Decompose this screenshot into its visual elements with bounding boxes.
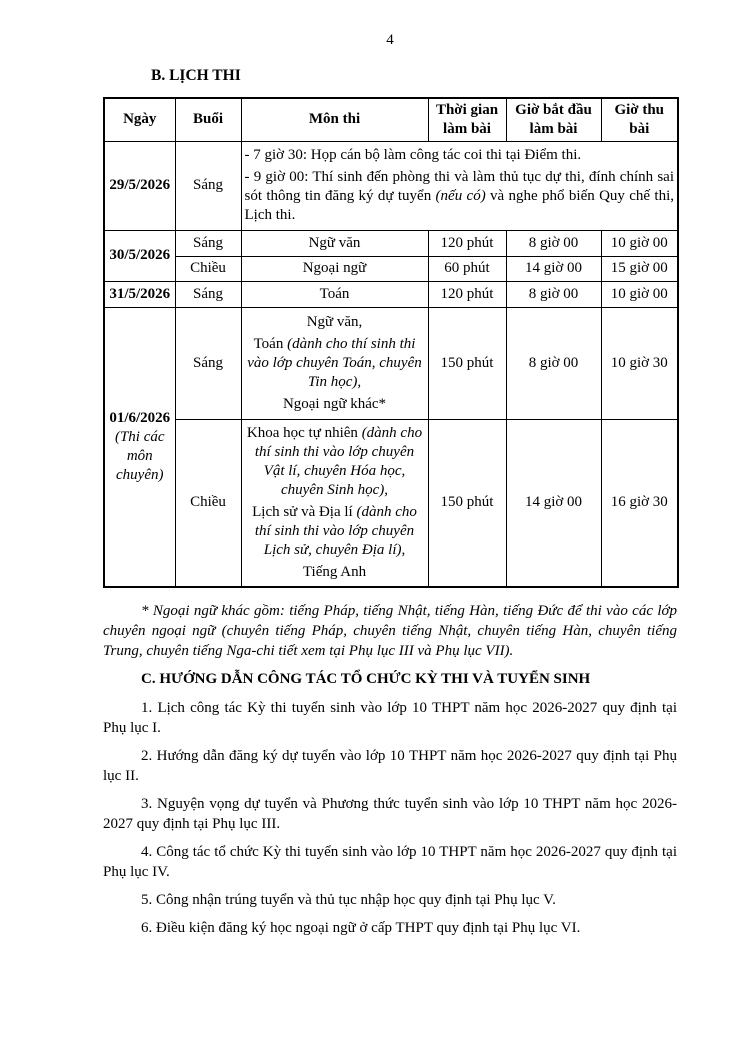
cell-subject: Ngoại ngữ	[241, 256, 428, 281]
cell-subject-specialized-morning	[241, 307, 428, 419]
table-row	[104, 141, 678, 230]
cell-duration: 60 phút	[428, 256, 506, 281]
col-header-collect-time: Giờ thu bài	[601, 98, 678, 141]
cell-session: Sáng	[175, 307, 241, 419]
table-row	[104, 256, 678, 281]
cell-session: Sáng	[175, 141, 241, 230]
cell-start-time: 8 giờ 00	[506, 307, 601, 419]
footnote: * Ngoại ngữ khác gồm: tiếng Pháp, tiếng Nhật, tiếng Hàn, tiếng Đức để thi vào các lớp chuyên ngoại ngữ (chuyên tiếng Pháp, chuyên tiếng Nhật, chuyên tiếng Hàn, chuyên tiếng Trung, chuyên tiếng Nga-chi tiết xem tại Phụ lục III và Phụ lục VII).	[103, 602, 677, 659]
subject-note-italic: (dành cho thí sinh thi vào lớp chuyên Toán, chuyên Tin học),	[247, 335, 422, 390]
cell-start-time: 8 giờ 00	[506, 281, 601, 307]
section-c-item-5: 5. Công nhận trúng tuyển và thủ tục nhập học quy định tại Phụ lục V.	[141, 891, 556, 908]
cell-duration: 150 phút	[428, 419, 506, 587]
cell-collect-time: 10 giờ 00	[601, 230, 678, 256]
col-header-date: Ngày	[104, 98, 175, 141]
subject-line	[245, 335, 425, 392]
cell-start-time: 8 giờ 00	[506, 230, 601, 256]
activity-line-1: - 7 giờ 30: Họp cán bộ làm công tác coi thi tại Điểm thi.	[244, 147, 582, 163]
col-header-subject: Môn thi	[241, 98, 428, 141]
section-c-heading: C. HƯỚNG DẪN CÔNG TÁC TỔ CHỨC KỲ THI VÀ TUYỂN SINH	[141, 670, 591, 687]
cell-activities-29-5	[241, 141, 678, 230]
exam-schedule-table	[103, 97, 679, 588]
activity-line-2-italic: (nếu có)	[435, 188, 486, 204]
cell-session: Chiều	[175, 419, 241, 587]
cell-collect-time: 10 giờ 00	[601, 281, 678, 307]
cell-subject: Toán	[241, 281, 428, 307]
cell-subject: Ngữ văn	[241, 230, 428, 256]
page-number: 4	[386, 32, 394, 48]
subject-name: Toán	[253, 335, 288, 352]
subject-note-italic: (dành cho thí sinh thi vào lớp chuyên Vật lí, chuyên Hóa học, chuyên Sinh học),	[254, 424, 423, 498]
section-b-heading: B. LỊCH THI	[151, 67, 241, 84]
cell-start-time: 14 giờ 00	[506, 256, 601, 281]
date-note: (Thi các môn chuyên)	[114, 428, 165, 483]
col-header-start-time: Giờ bắt đầu làm bài	[506, 98, 601, 141]
subject-note-italic: (dành cho thí sinh thi vào lớp chuyên Lịch sử, chuyên Địa lí),	[254, 503, 417, 558]
section-c-item-3: 3. Nguyện vọng dự tuyển và Phương thức tuyển sinh vào lớp 10 THPT năm học 2026-2027 quy định tại Phụ lục III.	[103, 795, 677, 832]
table-row	[104, 307, 678, 419]
subject-line: Ngoại ngữ khác*	[282, 395, 387, 412]
cell-date-31-5: 31/5/2026	[104, 281, 175, 307]
cell-duration: 120 phút	[428, 281, 506, 307]
section-c-item-1: 1. Lịch công tác Kỳ thi tuyển sinh vào lớp 10 THPT năm học 2026-2027 quy định tại Phụ lục I.	[103, 699, 677, 736]
cell-collect-time: 15 giờ 00	[601, 256, 678, 281]
cell-duration: 120 phút	[428, 230, 506, 256]
subject-name: Khoa học tự nhiên	[246, 424, 362, 441]
section-c-item-4: 4. Công tác tổ chức Kỳ thi tuyển sinh vào lớp 10 THPT năm học 2026-2027 quy định tại Phụ lục IV.	[103, 843, 677, 880]
activity-line-2	[245, 168, 675, 225]
table-header-row	[104, 98, 678, 141]
cell-session: Chiều	[175, 256, 241, 281]
subject-line	[245, 424, 425, 500]
section-c-item-6: 6. Điều kiện đăng ký học ngoại ngữ ở cấp THPT quy định tại Phụ lục VI.	[141, 919, 581, 936]
subject-line: Ngữ văn,	[306, 313, 363, 330]
date-text: 01/6/2026	[109, 409, 171, 426]
cell-session: Sáng	[175, 281, 241, 307]
table-row	[104, 230, 678, 256]
activity-line-2-tail: và nghe phổ biến Quy chế thi, Lịch thi.	[244, 188, 674, 223]
subject-name: Lịch sử và Địa lí	[252, 503, 357, 520]
col-header-session: Buổi	[175, 98, 241, 141]
cell-start-time: 14 giờ 00	[506, 419, 601, 587]
cell-collect-time: 16 giờ 30	[601, 419, 678, 587]
table-row	[104, 419, 678, 587]
cell-duration: 150 phút	[428, 307, 506, 419]
activity-line-2-text: - 9 giờ 00: Thí sinh đến phòng thi và làm thủ tục dự thi, đính chính sai sót thông tin đăng ký dự tuyển	[244, 169, 674, 204]
cell-date-01-6	[104, 307, 175, 587]
cell-subject-specialized-afternoon	[241, 419, 428, 587]
cell-date-29-5: 29/5/2026	[104, 141, 175, 230]
section-c-item-2: 2. Hướng dẫn đăng ký dự tuyển vào lớp 10 THPT năm học 2026-2027 quy định tại Phụ lục II.	[103, 747, 677, 784]
cell-session: Sáng	[175, 230, 241, 256]
table-row	[104, 281, 678, 307]
subject-line: Tiếng Anh	[302, 563, 367, 580]
subject-line	[245, 503, 425, 560]
col-header-duration: Thời gian làm bài	[428, 98, 506, 141]
cell-date-30-5: 30/5/2026	[104, 230, 175, 281]
cell-collect-time: 10 giờ 30	[601, 307, 678, 419]
